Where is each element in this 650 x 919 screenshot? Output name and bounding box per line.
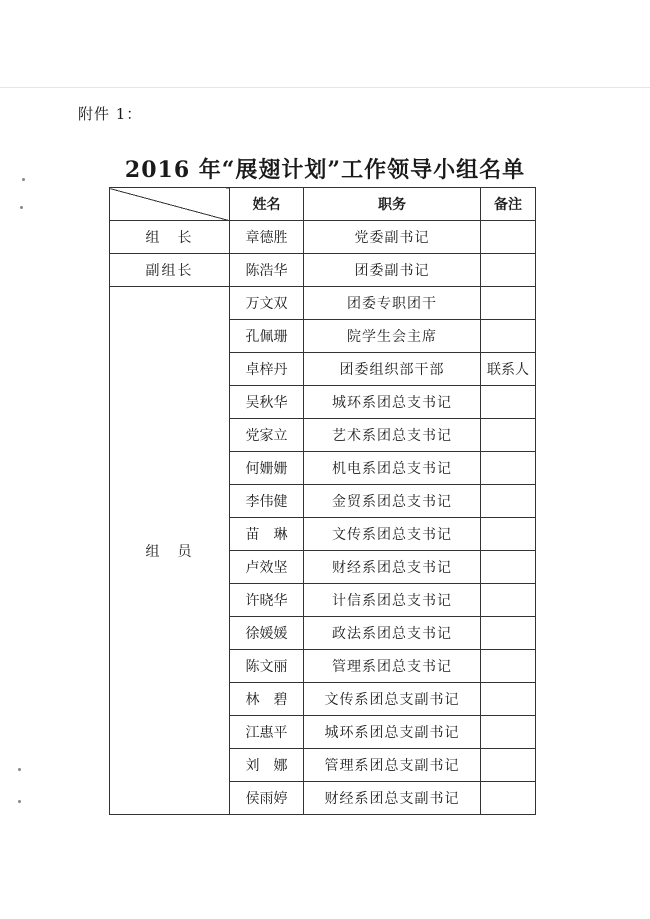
member-note: [481, 650, 536, 683]
diagonal-corner-cell: [110, 188, 230, 221]
member-position: 团委副书记: [304, 254, 481, 287]
member-note: [481, 782, 536, 815]
member-position: 文传系团总支书记: [304, 518, 481, 551]
member-note: [481, 485, 536, 518]
member-note: 联系人: [481, 353, 536, 386]
member-note: [481, 254, 536, 287]
roster-table: [109, 187, 536, 815]
table-row: [110, 221, 536, 254]
group-label-leader: 组 长: [110, 221, 230, 254]
member-note: [481, 287, 536, 320]
member-position: 机电系团总支书记: [304, 452, 481, 485]
member-note: [481, 584, 536, 617]
member-note: [481, 452, 536, 485]
member-position: 城环系团总支书记: [304, 386, 481, 419]
member-note: [481, 617, 536, 650]
member-position: 管理系团总支副书记: [304, 749, 481, 782]
member-position: 文传系团总支副书记: [304, 683, 481, 716]
member-position: 金贸系团总支书记: [304, 485, 481, 518]
member-note: [481, 386, 536, 419]
member-position: 院学生会主席: [304, 320, 481, 353]
scan-speck: [18, 768, 21, 771]
member-note: [481, 518, 536, 551]
member-note: [481, 221, 536, 254]
header-row: [110, 188, 536, 221]
scan-edge-line: [0, 87, 650, 88]
member-name: 许晓华: [230, 584, 304, 617]
member-position: 艺术系团总支书记: [304, 419, 481, 452]
group-label-members: 组 员: [110, 287, 230, 815]
member-name: 孔佩珊: [230, 320, 304, 353]
table-row: [110, 254, 536, 287]
member-position: 财经系团总支副书记: [304, 782, 481, 815]
header-name: 姓名: [230, 188, 304, 221]
table-row: [110, 287, 536, 320]
member-name: 吴秋华: [230, 386, 304, 419]
member-position: 管理系团总支书记: [304, 650, 481, 683]
member-name: 卢效坚: [230, 551, 304, 584]
member-position: 计信系团总支书记: [304, 584, 481, 617]
member-name: 万文双: [230, 287, 304, 320]
member-note: [481, 716, 536, 749]
member-name: 陈文丽: [230, 650, 304, 683]
member-name: 李伟健: [230, 485, 304, 518]
member-position: 党委副书记: [304, 221, 481, 254]
member-name: 陈浩华: [230, 254, 304, 287]
member-name: 章德胜: [230, 221, 304, 254]
member-name: 何姗姗: [230, 452, 304, 485]
member-position: 财经系团总支书记: [304, 551, 481, 584]
member-position: 团委专职团干: [304, 287, 481, 320]
member-note: [481, 419, 536, 452]
member-name: 江惠平: [230, 716, 304, 749]
member-note: [481, 683, 536, 716]
member-name: 党家立: [230, 419, 304, 452]
header-note: 备注: [481, 188, 536, 221]
document-title: 2016 年“展翅计划”工作领导小组名单: [124, 157, 526, 183]
member-name: 刘 娜: [230, 749, 304, 782]
member-position: 城环系团总支副书记: [304, 716, 481, 749]
header-position: 职务: [304, 188, 481, 221]
member-name: 徐媛媛: [230, 617, 304, 650]
member-name: 林 碧: [230, 683, 304, 716]
group-label-deputy: 副组长: [110, 254, 230, 287]
member-note: [481, 320, 536, 353]
member-name: 苗 琳: [230, 518, 304, 551]
roster-body: [110, 221, 536, 815]
attachment-label: 附件 1：: [78, 105, 143, 123]
member-name: 侯雨婷: [230, 782, 304, 815]
member-name: 卓梓丹: [230, 353, 304, 386]
member-position: 政法系团总支书记: [304, 617, 481, 650]
member-note: [481, 749, 536, 782]
member-note: [481, 551, 536, 584]
member-position: 团委组织部干部: [304, 353, 481, 386]
scan-speck: [18, 800, 21, 803]
scan-speck: [20, 206, 23, 209]
